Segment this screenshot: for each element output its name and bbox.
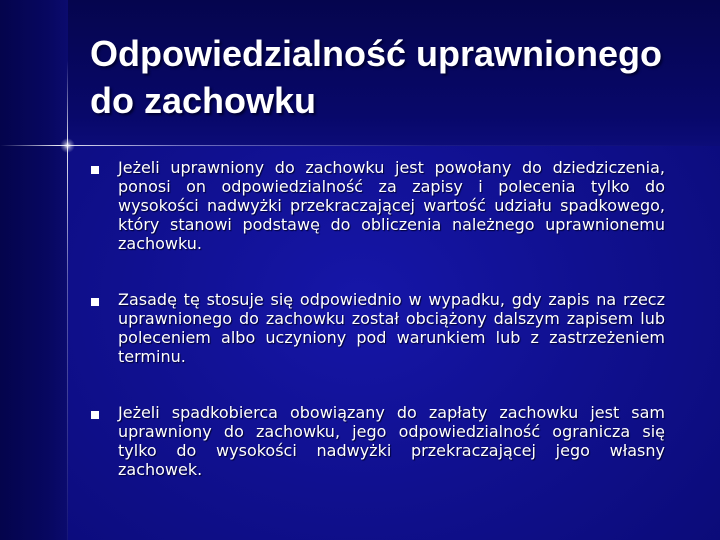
square-bullet-icon (91, 411, 99, 419)
bullet-text: Zasadę tę stosuje się odpowiednio w wypadku, gdy zapis na rzecz uprawnionego do zachowku został obciążony dalszym zapisem lub poleceniem albo uczyniony pod warunkiem lub z zastrzeżeniem terminu. (118, 290, 665, 366)
slide-title: Odpowiedzialność uprawnionego do zachowku (90, 33, 663, 121)
bullet-list (90, 158, 670, 516)
list-item (90, 290, 670, 366)
bullet-text: Jeżeli spadkobierca obowiązany do zapłaty zachowku jest sam uprawniony do zachowku, jego odpowiedzialność ogranicza się tylko do wysokości nadwyżki przekraczającej jego własny zachowek. (118, 403, 665, 479)
horizontal-accent-line (0, 145, 720, 146)
list-item (90, 158, 670, 253)
square-bullet-icon (91, 298, 99, 306)
sparkle-icon (60, 138, 75, 153)
left-band-background (0, 0, 68, 540)
square-bullet-icon (91, 166, 99, 174)
list-item (90, 403, 670, 479)
vertical-accent-line (67, 60, 68, 540)
bullet-text: Jeżeli uprawniony do zachowku jest powołany do dziedziczenia, ponosi on odpowiedzialność za zapisy i polecenia tylko do wysokości nadwyżki przekraczającej wartość udziału spadkowego, który stanowi podstawę do obliczenia należnego uprawnionemu zachowku. (118, 158, 665, 253)
